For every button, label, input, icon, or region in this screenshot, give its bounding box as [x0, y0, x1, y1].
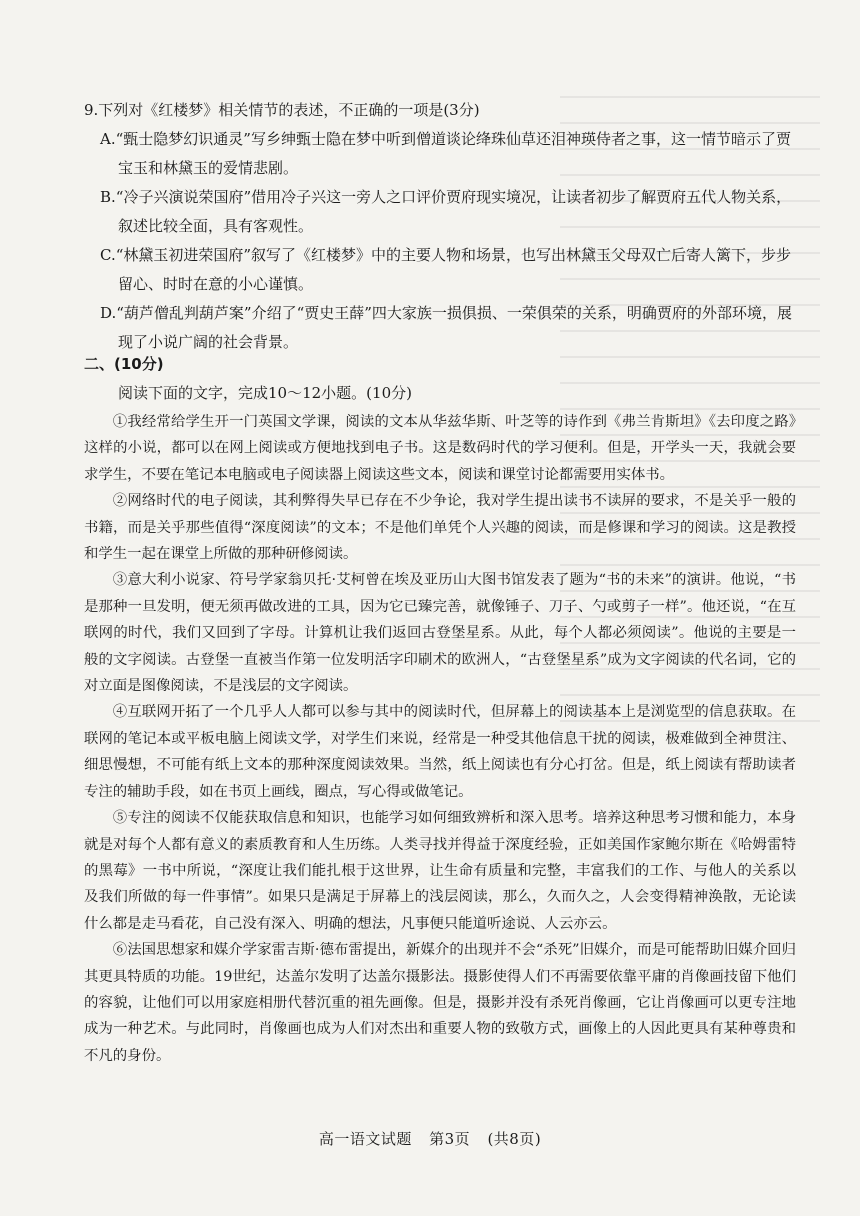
- paragraph-1: ①我经常给学生开一门英国文学课，阅读的文本从华兹华斯、叶芝等的诗作到《弗兰肯斯坦》《去印度之路》这样的小说，都可以在网上阅读或方便地找到电子书。这是数码时代的学习便利。但是，开学头一天，我就会要求学生，不要在笔记本电脑或电子阅读器上阅读这些文本，阅读和课堂讨论都需要用实体书。: [84, 414, 796, 483]
- option-a: A.“甄士隐梦幻识通灵”写乡绅甄士隐在梦中听到僧道谈论绛珠仙草还泪神瑛侍者之事，这一情节暗示了贾宝玉和林黛玉的爱情悲剧。: [100, 130, 791, 177]
- paragraph-4: ④互联网开拓了一个几乎人人都可以参与其中的阅读时代，但屏幕上的阅读基本上是浏览型的信息获取。在联网的笔记本或平板电脑上阅读文学，对学生们来说，经常是一种受其他信息干扰的阅读，极难做到全神贯注、细思慢想，不可能有纸上文本的那种深度阅读效果。当然，纸上阅读也有分心打岔。但是，纸上阅读有帮助读者专注的辅助手段，如在书页上画线，圈点，写心得或做笔记。: [84, 704, 796, 800]
- footer-subject: 高一语文试题: [318, 1130, 412, 1148]
- footer-page-number: 第3页: [429, 1130, 471, 1148]
- option-c: C.“林黛玉初进荣国府”叙写了《红楼梦》中的主要人物和场景，也写出林黛玉父母双亡后寄人篱下，步步留心、时时在意的小心谨慎。: [100, 246, 792, 293]
- paragraph-5: ⑤专注的阅读不仅能获取信息和知识，也能学习如何细致辨析和深入思考。培养这种思考习惯和能力，本身就是对每个人都有意义的素质教育和人生历练。人类寻找并得益于深度经验，正如美国作家鲍尔斯在《哈姆雷特的黑莓》一书中所说，“深度让我们能扎根于这世界，让生命有质量和完整，丰富我们的工作、与他人的关系以及我们所做的每一件事情”。如果只是满足于屏幕上的浅层阅读，那么，久而久之，人会变得精神涣散，无论读什么都是走马看花，自己没有深入、明确的想法，凡事便只能道听途说、人云亦云。: [84, 810, 796, 932]
- option-d: D.“葫芦僧乱判葫芦案”介绍了“贾史王薛”四大家族一损俱损、一荣俱荣的关系，明确贾府的外部环境，展现了小说广阔的社会背景。: [100, 304, 792, 351]
- section-heading: 二、(10分): [84, 355, 164, 373]
- reading-instruction: 阅读下面的文字，完成10～12小题。(10分): [118, 384, 412, 402]
- reading-passage: [84, 409, 796, 1069]
- question-9: [84, 96, 796, 357]
- paragraph-6: ⑥法国思想家和媒介学家雷吉斯·德布雷提出，新媒介的出现并不会“杀死”旧媒介，而是可能帮助旧媒介回归其更具特质的功能。19世纪，达盖尔发明了达盖尔摄影法。摄影使得人们不再需要依靠平庸的肖像画技留下他们的容貌，让他们可以用家庭相册代替沉重的祖先画像。但是，摄影并没有杀死肖像画，它让肖像画可以更专注地成为一种艺术。与此同时，肖像画也成为人们对杰出和重要人物的致敬方式，画像上的人因此更具有某种尊贵和不凡的身份。: [84, 942, 796, 1064]
- option-b: B.“冷子兴演说荣国府”借用冷子兴这一旁人之口评价贾府现实境况，让读者初步了解贾府五代人物关系，叙述比较全面，具有客观性。: [100, 188, 792, 235]
- question-stem: 9.下列对《红楼梦》相关情节的表述，不正确的一项是(3分): [84, 101, 480, 119]
- paragraph-3: ③意大利小说家、符号学家翁贝托·艾柯曾在埃及亚历山大图书馆发表了题为“书的未来”的演讲。他说，“书是那种一旦发明，便无须再做改进的工具，因为它已臻完善，就像锤子、刀子、勺或剪子一样”。他还说，“在互联网的时代，我们又回到了字母。计算机让我们返回古登堡星系。从此，每个人都必须阅读”。他说的主要是一般的文字阅读。古登堡一直被当作第一位发明活字印刷术的欧洲人，“古登堡星系”成为文字阅读的代名词，它的对立面是图像阅读，不是浅层的文字阅读。: [84, 572, 796, 695]
- footer-total-pages: (共8页): [487, 1130, 542, 1148]
- page-footer: [0, 1128, 860, 1150]
- paragraph-2: ②网络时代的电子阅读，其利弊得失早已存在不少争论，我对学生提出读书不读屏的要求，不是关乎一般的书籍，而是关乎那些值得“深度阅读”的文本；不是他们单凭个人兴趣的阅读，而是修课和学习的阅读。这是教授和学生一起在课堂上所做的那种研修阅读。: [84, 493, 796, 563]
